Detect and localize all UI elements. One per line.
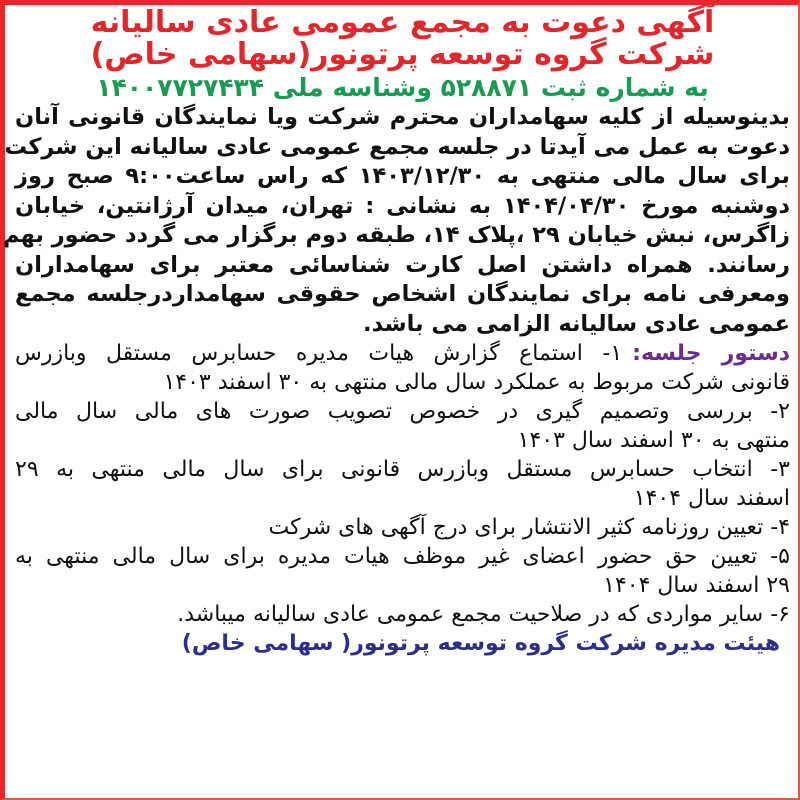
invitation-body (2, 103, 790, 339)
company-name: شرکت گروه توسعه پرتونور(سهامی خاص) (90, 37, 715, 72)
body-line: دعوت به عمل می آیدتا در جلسه مجمع عمومی عادی سالیانه این شرکت (4, 133, 790, 160)
agenda-label: دستور جلسه: (632, 341, 790, 366)
agenda-item-2: ۲- بررسی وتصمیم گیری در خصوص تصویب صورت های مالی سال مالی (15, 399, 790, 424)
body-line: دوشنبه مورخ ۱۴۰۴/۰۴/۳۰ به نشانی : تهران، میدان آرژانتین، خیابان (15, 192, 790, 219)
body-line: عمومی عادی سالیانه الزامی می باشد. (363, 310, 790, 337)
agenda-line: اسفند سال ۱۴۰۴ (633, 486, 790, 511)
body-line: رسانند. همراه داشتن اصل کارت شناسائی معتبر برای سهامداران (15, 251, 790, 278)
agenda-item-5: ۵- تعیین حق حضور اعضای غیر موظف هیات مدیره برای سال مالی منتهی به (15, 544, 790, 569)
agenda-item-6: ۶- سایر مواردی که در صلاحیت مجمع عمومی عادی سالیانه میباشد. (177, 602, 790, 627)
notice-title: آگهی دعوت به مجمع عمومی عادی سالیانه (90, 5, 715, 40)
registration-info: به شماره ثبت ۵۲۸۸۷۱ وشناسه ملی ۱۴۰۰۷۷۲۷۴۳۴ (96, 73, 709, 102)
agenda-section (15, 339, 790, 629)
agenda-item-4: ۴- تعیین روزنامه کثیر الانتشار برای درج آگهی های شرکت (268, 515, 790, 540)
agenda-item-1 (15, 339, 790, 368)
body-line: ومعرفی نامه برای نمایندگان اشخاص حقوقی سهامداردرجلسه مجمع (15, 281, 790, 307)
agenda-item-3: ۳- انتخاب حسابرس مستقل وبازرس قانونی برای سال مالی منتهی به ۲۹ (15, 457, 790, 482)
agenda-line: قانونی شرکت مربوط به عملکرد سال مالی منتهی به ۳۰ اسفند ۱۴۰۳ (163, 370, 790, 395)
board-signature: هیئت مدیره شرکت گروه توسعه پرتونور( سهامی خاص) (181, 631, 780, 656)
agenda-item-text: ۱- استماع گزارش هیات مدیره حسابرس مستقل وبازرس (15, 341, 623, 366)
agenda-line: منتهی به ۳۰ اسفند سال ۱۴۰۳ (517, 428, 790, 453)
agenda-line: ۲۹ اسفند سال ۱۴۰۴ (603, 573, 790, 598)
body-line: زاگرس، نبش خیابان ۲۹ ،پلاک ۱۴، طبقه دوم برگزار می گردد حضور بهم (2, 222, 790, 248)
body-line: برای سال مالی منتهی به ۱۴۰۳/۱۲/۳۰ که راس ساعت۹:۰۰ صبح روز (15, 163, 790, 189)
body-line: بدینوسیله از کلیه سهامداران محترم شرکت ویا نمایندگان قانونی آنان (15, 104, 790, 130)
